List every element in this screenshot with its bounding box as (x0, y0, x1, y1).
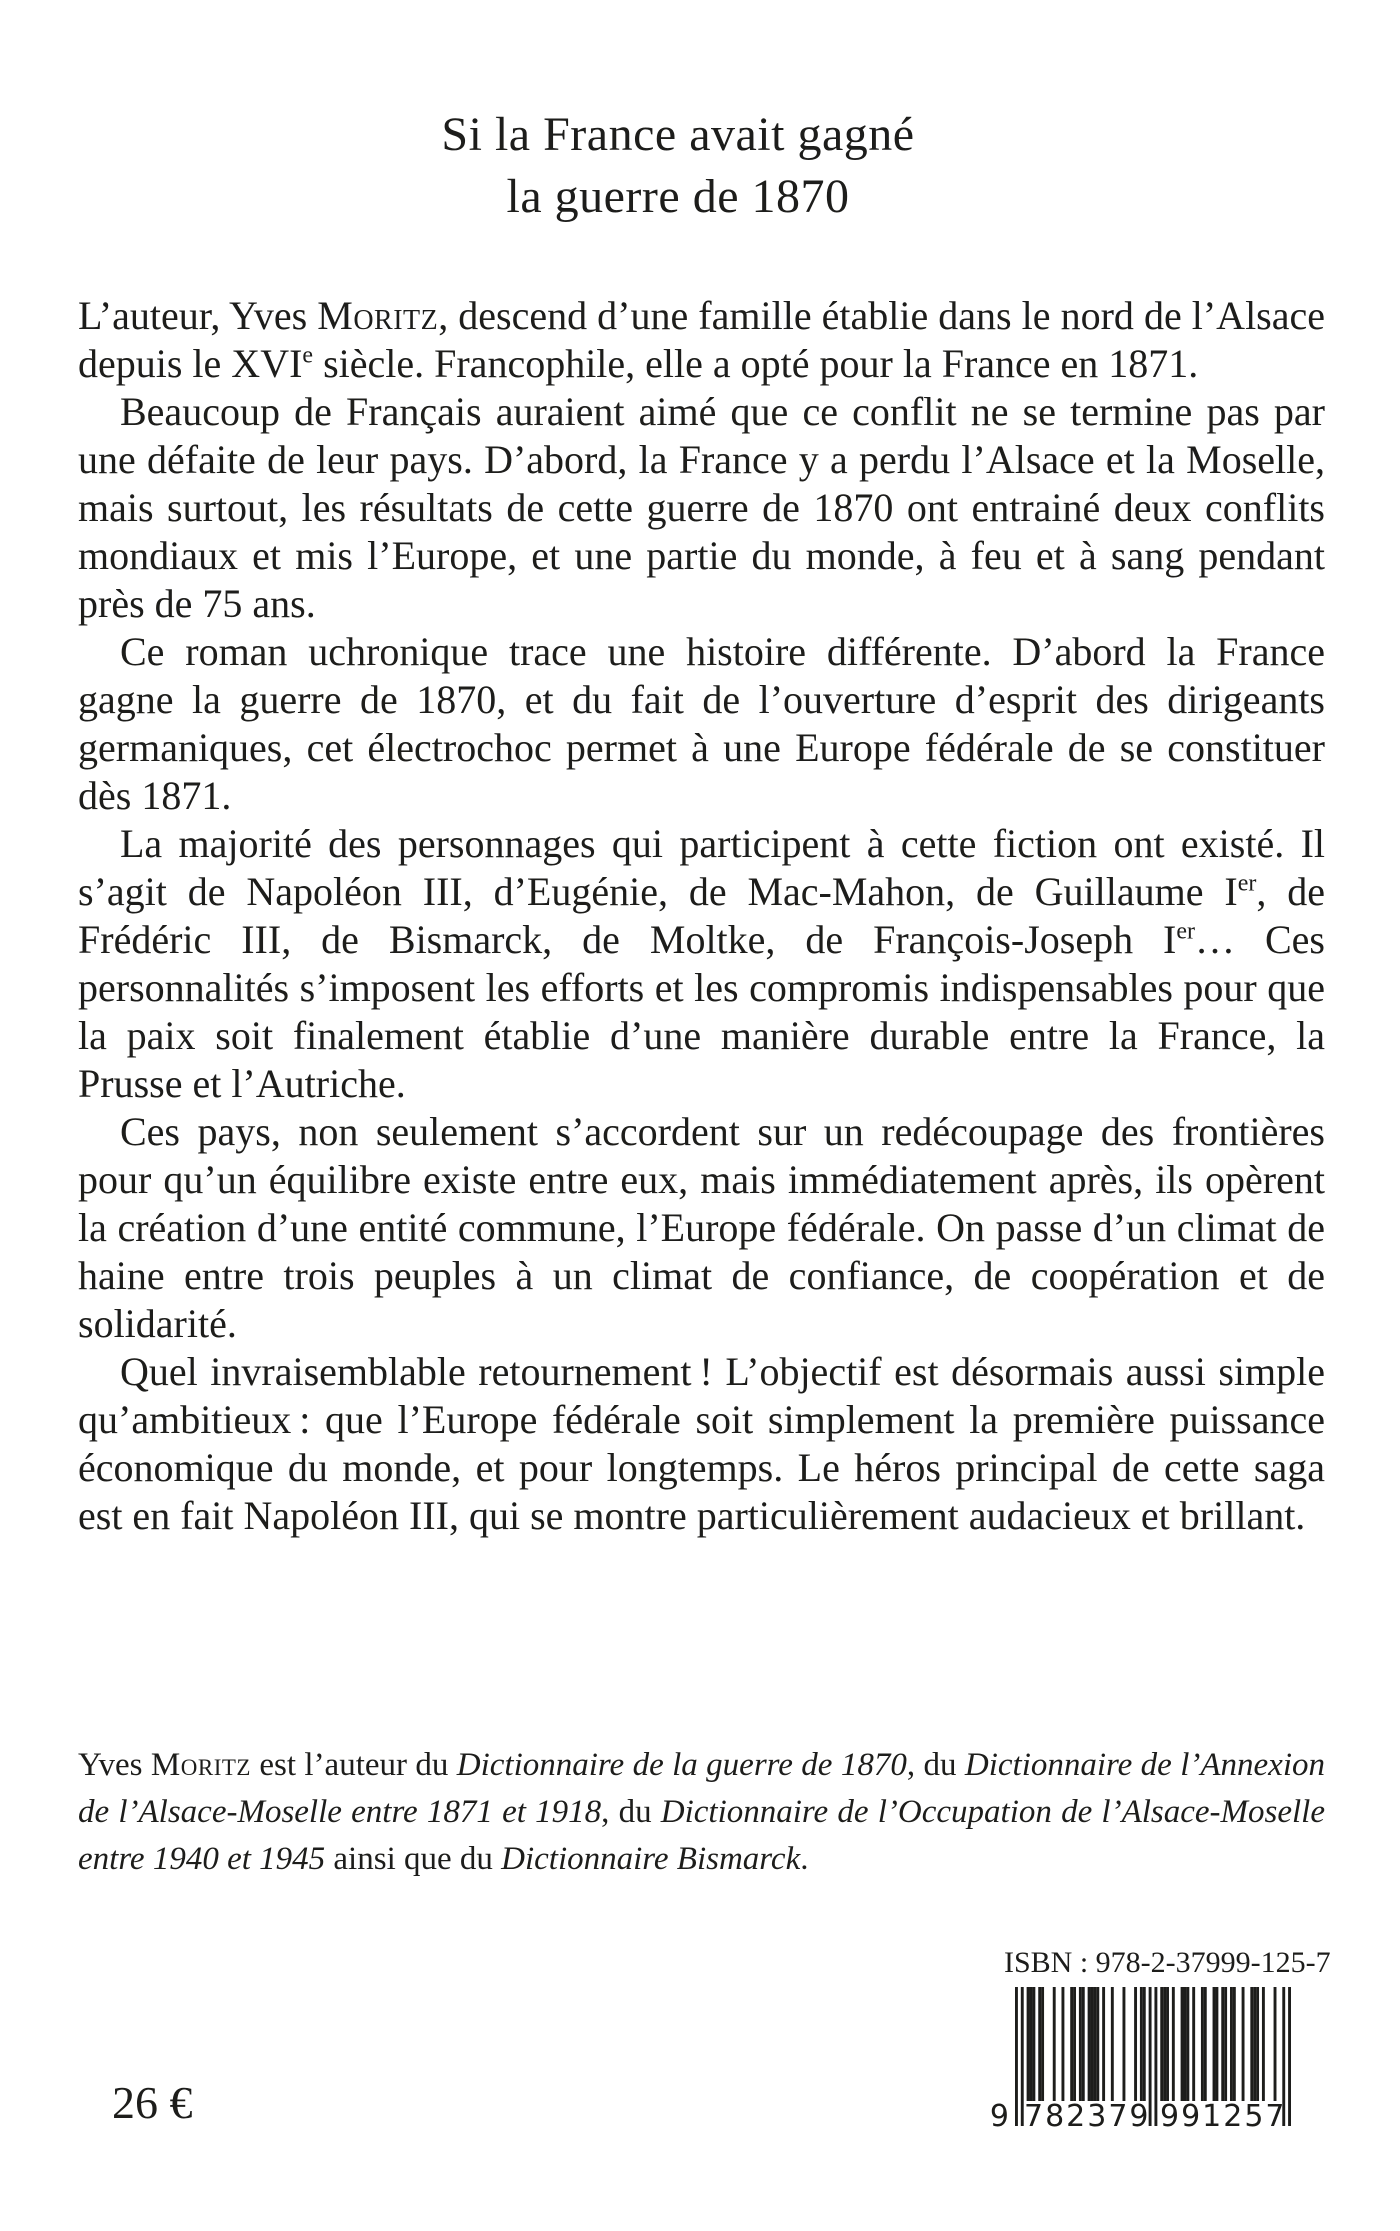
text-segment: Ces pays, non seulement s’accordent sur un redécoupage des frontières pour qu’un équilibre existe entre eux, mais immédiatement après, ils opèrent la création d’une entité commune, l’Europe fédérale. On passe d’un climat de haine entre trois peuples à un climat de confiance, de coopération et de solidarité. (78, 1109, 1325, 1346)
text-segment: Moritz (150, 1747, 251, 1783)
text-segment: Dictionnaire Bismarck (501, 1841, 801, 1877)
text-segment: e (302, 342, 314, 369)
text-segment: La majorité des personnages qui participent à cette fiction ont existé. Il s’agit de Napoléon III, d’Eugénie, de Mac-Mahon, de Guillaume I (78, 821, 1325, 914)
isbn-block (989, 1946, 1331, 2137)
text-segment: L’auteur, Yves (78, 293, 318, 338)
text-segment: Ce roman uchronique trace une histoire différente. D’abord la France gagne la guerre de 1870, et du fait de l’ouverture d’esprit des dirigeants germaniques, cet électrochoc permet à une Europe fédérale de se constituer dès 1871. (78, 629, 1325, 818)
barcode-digit-9: 9 (989, 2099, 1009, 2134)
text-segment: est l’auteur du (250, 1747, 457, 1783)
text-segment: Beaucoup de Français auraient aimé que ce conflit ne se termine pas par une défaite de leur pays. D’abord, la France y a perdu l’Alsace et la Moselle, mais surtout, les résultats de cette guerre de 1870 ont entrainé deux conflits mondiaux et mis l’Europe, et une partie du monde, à feu et à sang pendant près de 75 ans. (78, 389, 1325, 626)
text-segment: . (800, 1841, 809, 1877)
text-segment: er (1176, 918, 1196, 945)
ean13-barcode (989, 1987, 1291, 2137)
synopsis-paragraph (78, 388, 1325, 628)
author-bio (78, 1742, 1325, 1883)
text-segment: Moritz (317, 293, 439, 338)
book-title (78, 104, 1278, 228)
synopsis-paragraph (78, 292, 1325, 388)
text-segment: , du (601, 1794, 661, 1830)
text-segment: Yves (78, 1747, 151, 1783)
synopsis-paragraph (78, 1108, 1325, 1348)
barcode-digits-right: 991257 (1160, 2099, 1287, 2134)
text-segment: siècle. Francophile, elle a opté pour la France en 1871. (313, 341, 1199, 386)
synopsis-paragraph (78, 1348, 1325, 1540)
text-segment: , de Frédéric III, de Bismarck, de Moltke, de François-Joseph I (78, 869, 1325, 962)
isbn-label: ISBN : 978-2-37999-125-7 (1004, 1946, 1331, 1979)
text-segment: , descend d’une famille établie dans le nord de l’Alsace depuis le XVI (78, 293, 1326, 386)
text-segment: ainsi que du (325, 1841, 502, 1877)
text-segment: er (1237, 870, 1257, 897)
book-title-line-1: Si la France avait gagné (441, 108, 915, 161)
barcode-digits-left: 782379 (1024, 2099, 1151, 2134)
synopsis (78, 292, 1325, 1540)
synopsis-paragraph (78, 820, 1325, 1108)
text-segment: … Ces personnalités s’imposent les efforts et les compromis indispensables pour que la paix soit finalement établie d’une manière durable entre la France, la Prusse et l’Autriche. (78, 917, 1325, 1106)
text-segment: Dictionnaire de l’Occupation de l’Alsace-Moselle entre 1940 et 1945 (78, 1794, 1325, 1877)
text-segment: Dictionnaire de l’Annexion de l’Alsace-Moselle entre 1871 et 1918 (78, 1747, 1325, 1830)
barcode-digits (989, 2099, 1291, 2134)
book-title-line-2: la guerre de 1870 (506, 170, 850, 223)
text-segment: Dictionnaire de la guerre de 1870 (456, 1747, 907, 1783)
text-segment: Quel invraisemblable retournement ! L’objectif est désormais aussi simple qu’ambitieux : que l’Europe fédérale soit simplement la première puissance économique du monde, et pour longtemps. Le héros principal de cette saga est en fait Napoléon III, qui se montre particulièrement audacieux et brillant. (78, 1349, 1325, 1538)
price-label: 26 € (112, 2077, 193, 2128)
text-segment: , du (906, 1747, 965, 1783)
synopsis-paragraph (78, 628, 1325, 820)
author-bio-paragraph (78, 1742, 1325, 1883)
